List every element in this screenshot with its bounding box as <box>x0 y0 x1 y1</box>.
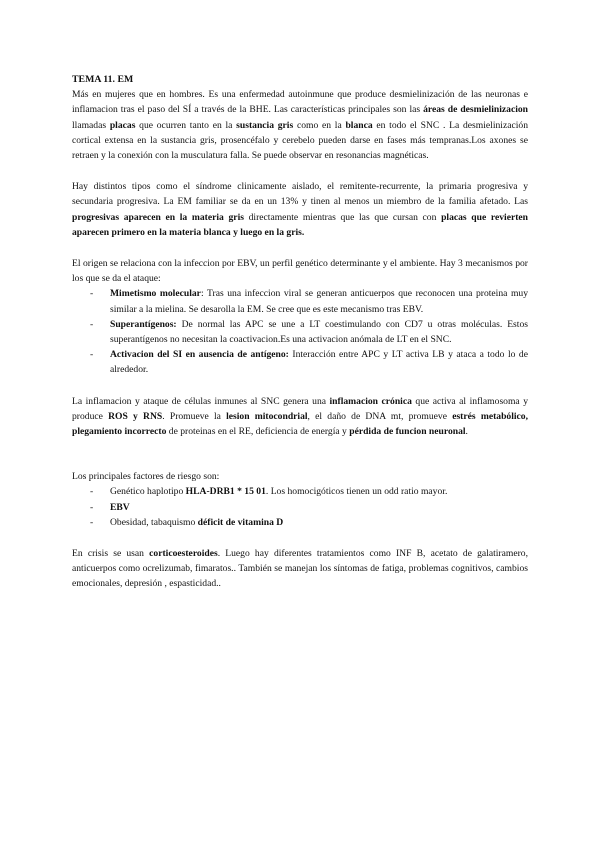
bullet-dash: - <box>90 501 94 513</box>
bold-text: corticoesteroides <box>149 548 218 560</box>
risk-factor-list <box>72 484 528 530</box>
bullet-dash: - <box>90 318 94 330</box>
text-run: Los principales factores de riesgo son: <box>72 471 220 483</box>
paragraph-intro <box>72 87 528 163</box>
text-run: Interacción entre APC y LT activa LB y ataca a todo lo de alrededor. <box>110 349 528 376</box>
mechanism-list <box>72 286 528 377</box>
bold-text: progresivas aparecen en la materia gris <box>72 211 244 223</box>
text-run: de proteinas en el RE, deficiencia de energía y <box>166 426 350 438</box>
list-item-text <box>110 319 528 345</box>
text-run: Más en mujeres que en hombres. Es una enfermedad autoinmune que produce desmielinización de las neuronas e inflamacion tras el paso del SÍ a través de la BHE. Las características principales son las <box>72 89 528 116</box>
bullet-dash: - <box>90 349 94 361</box>
text-run: que activa al inflamosoma y produce <box>72 395 528 422</box>
bold-text: áreas de desmielinizacion <box>423 104 529 116</box>
list-item-risk <box>72 484 528 499</box>
list-item-text <box>110 502 130 513</box>
list-item-mechanism <box>72 286 528 316</box>
bold-text: placas que revierten aparecen primero en la materia blanca y luego en la gris. <box>72 211 529 238</box>
bold-text: pérdida de funcion neuronal <box>349 426 466 438</box>
text-run: Genético haplotipo <box>110 486 186 498</box>
list-item-text <box>110 486 447 497</box>
bold-text: EBV <box>110 501 130 513</box>
bold-text: estrés metabólico, plegamiento incorrecto <box>72 410 528 438</box>
text-run: Obesidad, tabaquismo <box>110 516 198 528</box>
bold-text: inflamacion crónica <box>329 395 412 407</box>
bold-text: sustancia gris <box>236 119 294 131</box>
list-item-mechanism <box>72 347 528 377</box>
paragraph-risk-intro <box>72 469 528 484</box>
paragraph-origin <box>72 256 528 286</box>
bold-text: lesion mitocondrial <box>226 410 308 422</box>
paragraph-treatment <box>72 546 528 592</box>
text-run: El origen se relaciona con la infeccion por EBV, un perfil genético determinante y el ambiente. Hay 3 mecanismos por los que se da el ataque: <box>72 258 528 285</box>
text-run: que ocurren tanto en la <box>135 119 237 131</box>
text-run: llamadas <box>72 119 110 131</box>
text-run: : Tras una infeccion viral se generan anticuerpos que reconocen una proteina muy similar a la mielina. Se desarolla la EM. Se cree que es este mecanismo tras EBV. <box>110 288 528 315</box>
list-item-mechanism <box>72 317 528 347</box>
bold-text: HLA-DRB1 * 15 01 <box>185 486 266 498</box>
bullet-dash: - <box>90 486 94 498</box>
bullet-dash: - <box>90 516 94 528</box>
paragraph-types <box>72 179 528 240</box>
list-item-risk <box>72 515 528 530</box>
text-run: como en la <box>293 119 346 131</box>
bold-text: déficit de vitamina D <box>197 516 284 528</box>
page-title: TEMA 11. EM <box>72 74 134 85</box>
list-item-risk <box>72 500 528 515</box>
list-item-text <box>110 349 528 375</box>
text-run: En crisis se usan <box>72 548 150 560</box>
text-run: . Los homocigóticos tienen un odd ratio mayor. <box>265 486 448 498</box>
text-run: directamente mientras que las que cursan con <box>243 211 442 223</box>
list-item-text <box>110 288 528 314</box>
text-run: . <box>465 426 468 438</box>
bold-text: Superantígenos: <box>110 318 177 330</box>
bullet-dash: - <box>90 288 94 300</box>
bold-text: Mimetismo molecular <box>110 288 201 300</box>
bold-text: placas <box>109 119 136 131</box>
list-item-text <box>110 517 283 528</box>
text-run: . Promueve la <box>162 410 227 422</box>
text-run: Hay distintos tipos como el síndrome clinicamente aislado, el remitente-recurrente, la primaria progresiva y secundaria progresiva. La EM familiar se da en un 13% y tinen al menos un miembro de la familia afetado. Las <box>72 181 528 208</box>
bold-text: blanca <box>345 119 373 131</box>
text-run: La inflamacion y ataque de células inmunes al SNC genera una <box>72 395 330 407</box>
bold-text: Activacion del SI en ausencia de antígeno: <box>110 349 289 361</box>
text-run: De normal las APC se une a LT coestimulando con CD7 u otras moléculas. Estos superantígenos no necesitan la coactivacion.Es una activacion anómala de LT en el SNC. <box>110 318 528 346</box>
text-run: . Luego hay diferentes tratamientos como INF B, acetato de galatiramero, anticuerpos como ocrelizumab, fimaratos.. También se manejan los síntomas de fatiga, problemas cognitivos, cambios emocionales, depresión , espasticidad.. <box>72 548 528 590</box>
paragraph-inflammation <box>72 394 528 440</box>
text-run: , el daño de DNA mt, promueve <box>307 410 453 422</box>
bold-text: ROS y RNS <box>108 410 163 422</box>
text-run: en todo el SNC . La desmielinización cortical extensa en la sustancia gris, prosencéfalo y cerebelo pueden darse en fases más tempranas.Los axones se retraen y la conexión con la musculatura falla. Se puede observar en resonancias magnéticas. <box>72 119 529 162</box>
